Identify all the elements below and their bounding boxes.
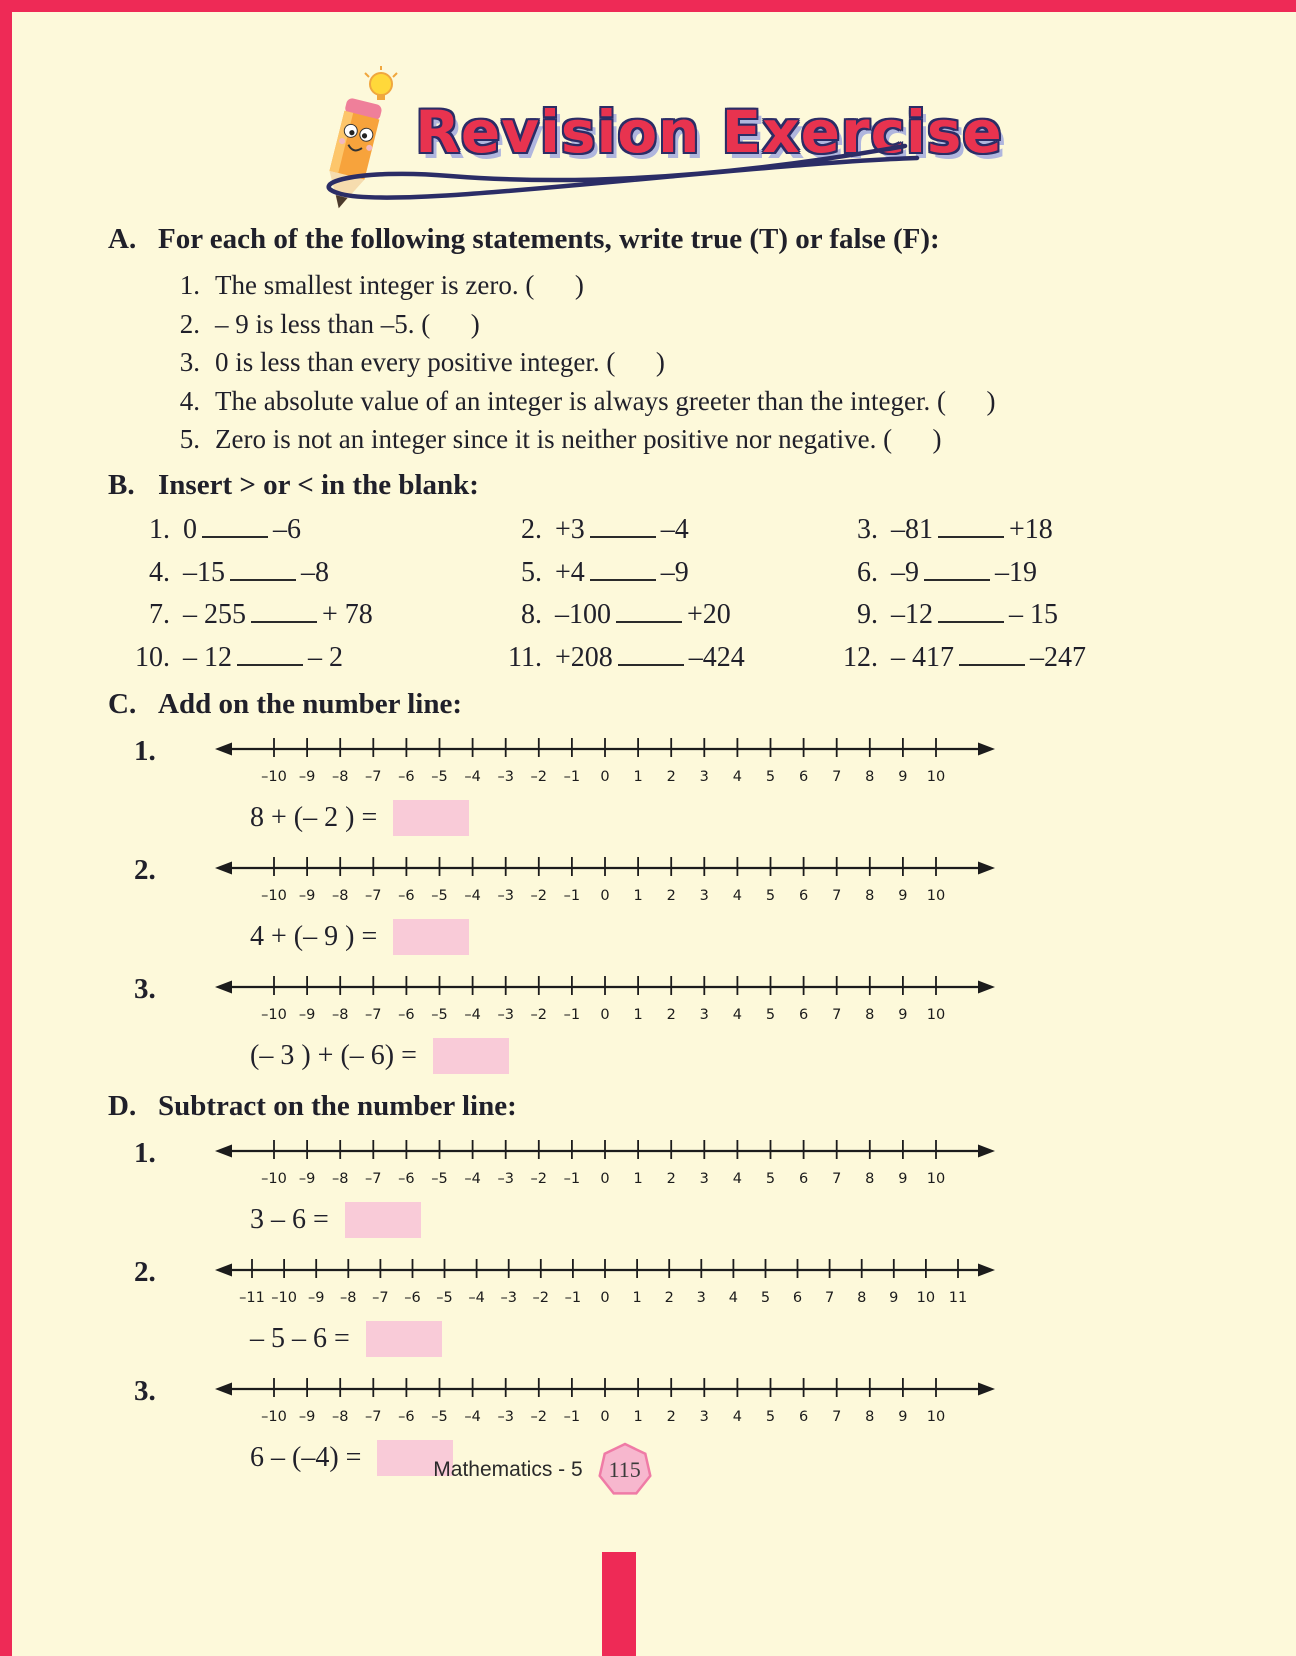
svg-text:–8: –8 — [331, 887, 349, 904]
svg-text:–5: –5 — [431, 768, 448, 785]
answer-box — [393, 800, 469, 836]
svg-text:–11: –11 — [239, 1289, 265, 1306]
svg-text:10: 10 — [926, 768, 946, 785]
svg-text:8: 8 — [865, 1408, 875, 1425]
left-operand: 0 — [183, 514, 197, 546]
bottom-ribbon — [602, 1552, 636, 1656]
item-number: 7. — [149, 599, 170, 631]
number-line — [212, 969, 1208, 1032]
expression: 8 + (– 2 ) = — [250, 801, 378, 833]
svg-text:4: 4 — [732, 1006, 743, 1023]
svg-text:9: 9 — [898, 887, 908, 904]
svg-text:–9: –9 — [298, 1170, 316, 1187]
svg-text:–7: –7 — [365, 1006, 382, 1023]
section-d-heading: Subtract on the number line: — [158, 1089, 517, 1122]
page-number-badge — [597, 1442, 653, 1498]
answer-blank — [618, 639, 684, 666]
swirl-underline — [245, 134, 925, 208]
section-a — [108, 221, 1208, 459]
number-line — [212, 1133, 1208, 1196]
section-b — [108, 467, 1208, 674]
svg-text:4: 4 — [732, 1408, 743, 1425]
svg-text:3: 3 — [699, 1006, 709, 1023]
answer-blank — [938, 597, 1004, 624]
svg-text:2: 2 — [666, 1408, 676, 1425]
svg-text:–9: –9 — [298, 887, 316, 904]
svg-text:–4: –4 — [464, 1170, 481, 1187]
svg-text:4: 4 — [732, 768, 743, 785]
page-border-left — [0, 0, 12, 1656]
svg-text:3: 3 — [696, 1289, 706, 1306]
left-operand: +208 — [555, 641, 613, 673]
right-operand: +20 — [687, 599, 731, 631]
svg-text:1: 1 — [633, 1408, 643, 1425]
svg-text:–3: –3 — [497, 768, 514, 785]
svg-text:2: 2 — [666, 768, 676, 785]
svg-text:–5: –5 — [431, 1408, 448, 1425]
svg-text:7: 7 — [832, 1408, 842, 1425]
svg-text:–8: –8 — [331, 1170, 349, 1187]
svg-text:7: 7 — [832, 768, 842, 785]
answer-blank — [230, 554, 296, 581]
section-c-label: C. — [108, 687, 137, 720]
svg-text:10: 10 — [926, 887, 946, 904]
section-b-label: B. — [108, 468, 135, 501]
answer-blank — [237, 639, 303, 666]
item-number: 2. — [134, 853, 156, 886]
svg-text:1: 1 — [633, 887, 643, 904]
item-number: 5. — [521, 556, 542, 588]
section-c-heading: Add on the number line: — [158, 687, 463, 720]
answer-blank — [202, 512, 268, 539]
item-number: 5. — [179, 424, 200, 454]
number-line — [212, 850, 1208, 913]
numberline-problem — [108, 850, 1208, 959]
svg-text:7: 7 — [832, 1170, 842, 1187]
expression: (– 3 ) + (– 6) = — [250, 1039, 417, 1071]
compare-item — [486, 554, 822, 589]
svg-text:–1: –1 — [564, 1289, 582, 1306]
section-d-label: D. — [108, 1089, 137, 1122]
svg-text:–10: –10 — [261, 768, 287, 785]
left-operand: –81 — [891, 514, 933, 546]
page-title: Revision Exercise — [415, 98, 1003, 166]
expression: – 5 – 6 = — [250, 1322, 350, 1354]
answer-blank — [590, 512, 656, 539]
svg-text:–6: –6 — [398, 1170, 415, 1187]
compare-item — [114, 639, 486, 674]
svg-text:8: 8 — [865, 887, 875, 904]
svg-text:–2: –2 — [530, 1006, 548, 1023]
svg-text:1: 1 — [633, 1170, 643, 1187]
svg-text:8: 8 — [857, 1289, 867, 1306]
svg-text:3: 3 — [699, 887, 709, 904]
svg-text:6: 6 — [798, 768, 809, 785]
svg-text:6: 6 — [792, 1289, 803, 1306]
svg-text:0: 0 — [600, 1408, 610, 1425]
number-line — [212, 1252, 1208, 1315]
svg-text:2: 2 — [666, 887, 676, 904]
svg-text:1: 1 — [633, 768, 643, 785]
content — [0, 215, 1296, 1480]
statement-item — [170, 420, 1208, 459]
svg-text:–2: –2 — [530, 1408, 548, 1425]
svg-text:9: 9 — [898, 1006, 908, 1023]
svg-text:–10: –10 — [261, 1006, 287, 1023]
right-operand: + 78 — [322, 599, 373, 631]
answer-blank — [938, 512, 1004, 539]
answer-box — [345, 1202, 421, 1238]
svg-text:–3: –3 — [500, 1289, 517, 1306]
svg-text:–9: –9 — [298, 1006, 316, 1023]
statement-item — [170, 266, 1208, 305]
item-text: Zero is not an integer since it is neither positive nor negative. ( ) — [215, 424, 942, 454]
section-a-heading: For each of the following statements, write true (T) or false (F): — [158, 223, 940, 255]
header — [0, 0, 1296, 215]
expression: 4 + (– 9 ) = — [250, 920, 378, 952]
compare-item — [486, 597, 822, 632]
compare-item — [822, 554, 1208, 589]
statement-item — [170, 382, 1208, 421]
svg-text:3: 3 — [699, 1408, 709, 1425]
right-operand: – 2 — [308, 641, 343, 673]
svg-text:4: 4 — [732, 1170, 743, 1187]
right-operand: –9 — [660, 556, 689, 588]
compare-item — [486, 512, 822, 547]
svg-text:–1: –1 — [563, 887, 581, 904]
svg-text:8: 8 — [865, 768, 875, 785]
item-number: 1. — [179, 270, 200, 300]
svg-text:–10: –10 — [261, 887, 287, 904]
svg-text:–8: –8 — [331, 1006, 349, 1023]
svg-text:–7: –7 — [365, 1170, 382, 1187]
answer-blank — [959, 639, 1025, 666]
svg-text:–5: –5 — [431, 887, 448, 904]
left-operand: +4 — [555, 556, 585, 588]
svg-text:0: 0 — [600, 1289, 610, 1306]
svg-text:–3: –3 — [497, 1170, 514, 1187]
left-operand: – 255 — [183, 599, 246, 631]
svg-text:–4: –4 — [468, 1289, 485, 1306]
compare-grid — [114, 512, 1208, 674]
svg-text:6: 6 — [798, 1006, 809, 1023]
answer-blank — [251, 597, 317, 624]
item-number: 3. — [134, 1374, 156, 1407]
svg-text:0: 0 — [600, 887, 610, 904]
svg-text:2: 2 — [666, 1170, 676, 1187]
item-number: 6. — [857, 556, 878, 588]
svg-text:5: 5 — [765, 768, 776, 785]
section-d — [108, 1088, 1208, 1480]
lightbulb-icon — [370, 73, 392, 95]
section-c — [108, 686, 1208, 1078]
item-number: 1. — [134, 1136, 156, 1169]
svg-text:8: 8 — [865, 1170, 875, 1187]
item-number: 4. — [149, 556, 170, 588]
svg-text:6: 6 — [798, 887, 809, 904]
svg-text:9: 9 — [898, 1170, 908, 1187]
compare-item — [822, 597, 1208, 632]
item-number: 3. — [857, 514, 878, 546]
svg-text:6: 6 — [798, 1408, 809, 1425]
svg-text:10: 10 — [916, 1289, 936, 1306]
svg-text:9: 9 — [889, 1289, 899, 1306]
left-operand: – 12 — [183, 641, 232, 673]
svg-text:7: 7 — [832, 1006, 842, 1023]
item-number: 8. — [521, 599, 542, 631]
svg-text:2: 2 — [666, 1006, 676, 1023]
svg-text:–3: –3 — [497, 887, 514, 904]
svg-text:–9: –9 — [298, 768, 316, 785]
svg-text:5: 5 — [760, 1289, 771, 1306]
svg-text:6: 6 — [798, 1170, 809, 1187]
svg-text:–3: –3 — [497, 1006, 514, 1023]
compare-item — [114, 512, 486, 547]
svg-text:–8: –8 — [331, 768, 349, 785]
page-border-top — [0, 0, 1296, 12]
right-operand: –8 — [301, 556, 329, 588]
right-operand: –19 — [995, 556, 1037, 588]
svg-text:7: 7 — [832, 887, 842, 904]
item-number: 2. — [134, 1255, 156, 1288]
answer-blank — [616, 597, 682, 624]
numberline-problem — [108, 1133, 1208, 1242]
number-line-svg — [212, 969, 998, 1027]
item-number: 1. — [149, 514, 170, 546]
answer-box — [366, 1321, 442, 1357]
expression: 6 – (–4) = — [250, 1441, 362, 1473]
item-number: 10. — [135, 641, 170, 673]
svg-text:–10: –10 — [261, 1408, 287, 1425]
svg-text:10: 10 — [926, 1006, 946, 1023]
svg-text:–1: –1 — [563, 1408, 581, 1425]
svg-text:–10: –10 — [271, 1289, 297, 1306]
svg-text:–7: –7 — [372, 1289, 389, 1306]
left-operand: –12 — [891, 599, 933, 631]
svg-text:2: 2 — [664, 1289, 674, 1306]
compare-item — [486, 639, 822, 674]
compare-item — [114, 597, 486, 632]
book-title: Mathematics - 5 — [433, 1458, 583, 1481]
item-text: 0 is less than every positive integer. ( ) — [215, 347, 665, 377]
svg-text:4: 4 — [728, 1289, 739, 1306]
svg-text:–2: –2 — [530, 1170, 548, 1187]
svg-text:3: 3 — [699, 768, 709, 785]
expression: 3 – 6 = — [250, 1203, 329, 1235]
number-line-svg — [212, 850, 998, 908]
right-operand: –247 — [1030, 641, 1086, 673]
page-number: 115 — [608, 1457, 641, 1482]
svg-text:–8: –8 — [331, 1408, 349, 1425]
svg-text:–1: –1 — [563, 768, 581, 785]
svg-text:5: 5 — [765, 1408, 776, 1425]
svg-text:–5: –5 — [436, 1289, 453, 1306]
item-number: 11. — [508, 641, 542, 673]
svg-text:–6: –6 — [398, 1408, 415, 1425]
number-line-svg — [212, 1133, 998, 1191]
answer-box — [433, 1038, 509, 1074]
item-number: 4. — [179, 385, 200, 416]
svg-text:11: 11 — [948, 1289, 968, 1306]
svg-text:–6: –6 — [404, 1289, 421, 1306]
answer-box — [393, 919, 469, 955]
svg-text:–6: –6 — [398, 887, 415, 904]
right-operand: –4 — [660, 514, 689, 546]
numberline-problem — [108, 731, 1208, 840]
svg-text:–7: –7 — [365, 887, 382, 904]
svg-text:5: 5 — [765, 887, 776, 904]
answer-blank — [924, 554, 990, 581]
right-operand: – 15 — [1009, 599, 1058, 631]
svg-text:–6: –6 — [398, 1006, 415, 1023]
compare-item — [114, 554, 486, 589]
item-text: – 9 is less than –5. ( ) — [215, 308, 480, 339]
svg-text:–9: –9 — [307, 1289, 325, 1306]
svg-text:9: 9 — [898, 1408, 908, 1425]
item-number: 2. — [521, 514, 542, 546]
svg-text:7: 7 — [824, 1289, 835, 1306]
item-number: 12. — [843, 641, 878, 673]
svg-text:–7: –7 — [365, 1408, 382, 1425]
svg-text:–5: –5 — [431, 1006, 448, 1023]
statement-list — [170, 266, 1208, 459]
svg-text:–4: –4 — [464, 887, 481, 904]
svg-text:10: 10 — [926, 1170, 946, 1187]
svg-text:–1: –1 — [563, 1006, 581, 1023]
item-number: 2. — [179, 308, 200, 339]
svg-text:9: 9 — [898, 768, 908, 785]
numberline-problem — [108, 969, 1208, 1078]
number-line — [212, 731, 1208, 794]
svg-text:–3: –3 — [497, 1408, 514, 1425]
svg-text:–2: –2 — [532, 1289, 550, 1306]
svg-text:0: 0 — [600, 768, 610, 785]
compare-item — [822, 639, 1208, 674]
footer — [0, 1442, 1191, 1498]
number-line-svg — [212, 731, 998, 789]
svg-text:4: 4 — [732, 887, 743, 904]
svg-text:5: 5 — [765, 1006, 776, 1023]
left-operand: +3 — [555, 514, 585, 546]
svg-text:–10: –10 — [261, 1170, 287, 1187]
svg-text:1: 1 — [632, 1289, 642, 1306]
svg-text:–1: –1 — [563, 1170, 581, 1187]
svg-text:0: 0 — [600, 1170, 610, 1187]
svg-text:0: 0 — [600, 1006, 610, 1023]
item-number: 1. — [134, 734, 156, 767]
compare-item — [822, 512, 1208, 547]
section-b-heading: Insert > or < in the blank: — [158, 468, 479, 501]
statement-item — [170, 305, 1208, 344]
left-operand: –15 — [183, 556, 225, 588]
svg-text:–9: –9 — [298, 1408, 316, 1425]
right-operand: –424 — [688, 641, 745, 673]
svg-text:–8: –8 — [340, 1289, 357, 1306]
title-block — [415, 98, 1003, 166]
svg-text:–4: –4 — [464, 768, 481, 785]
item-number: 3. — [134, 972, 156, 1005]
item-text: The smallest integer is zero. ( ) — [215, 270, 584, 300]
svg-text:10: 10 — [926, 1408, 946, 1425]
left-operand: – 417 — [891, 641, 954, 673]
svg-text:–5: –5 — [431, 1170, 448, 1187]
svg-text:–7: –7 — [365, 768, 382, 785]
svg-text:–4: –4 — [464, 1408, 481, 1425]
svg-text:–4: –4 — [464, 1006, 481, 1023]
svg-text:–2: –2 — [530, 887, 548, 904]
number-line-svg — [212, 1252, 998, 1310]
left-operand: –9 — [891, 556, 919, 588]
number-line-svg — [212, 1371, 998, 1429]
answer-blank — [590, 554, 656, 581]
svg-text:5: 5 — [765, 1170, 776, 1187]
svg-text:3: 3 — [699, 1170, 709, 1187]
statement-item — [170, 343, 1208, 382]
right-operand: +18 — [1009, 514, 1053, 546]
section-a-label: A. — [108, 223, 137, 255]
item-text: The absolute value of an integer is always greeter than the integer. ( ) — [215, 385, 996, 416]
number-line — [212, 1371, 1208, 1434]
item-number: 3. — [179, 347, 200, 377]
left-operand: –100 — [555, 599, 611, 631]
numberline-problem — [108, 1252, 1208, 1361]
svg-text:1: 1 — [633, 1006, 643, 1023]
svg-text:–2: –2 — [530, 768, 548, 785]
svg-text:–6: –6 — [398, 768, 415, 785]
item-number: 9. — [857, 599, 878, 631]
right-operand: –6 — [273, 514, 301, 546]
svg-text:8: 8 — [865, 1006, 875, 1023]
